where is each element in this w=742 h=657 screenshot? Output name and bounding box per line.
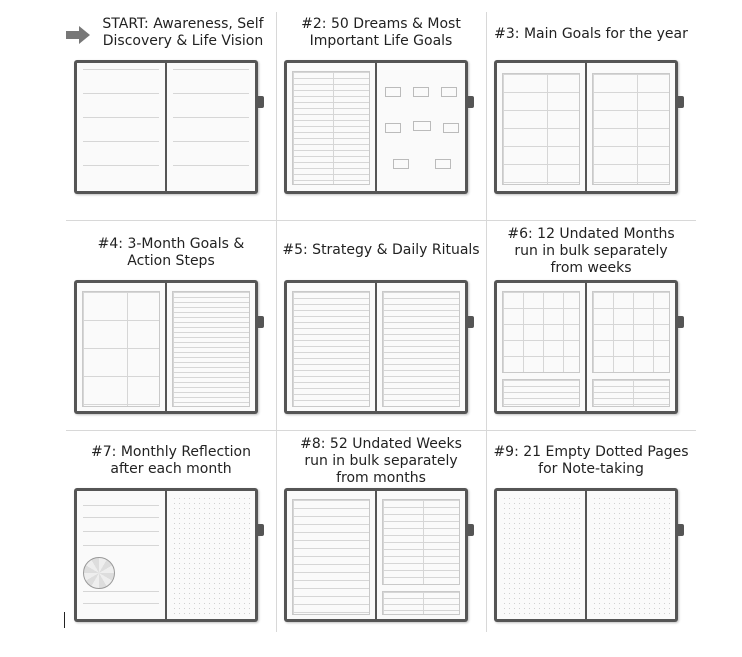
panel-title-line: after each month <box>110 461 232 477</box>
panel-title-line: from weeks <box>550 260 632 276</box>
panel-title-line: #7: Monthly Reflection <box>91 444 251 460</box>
panel-main-goals <box>486 12 696 222</box>
panel-title-line: START: Awareness, Self <box>102 16 264 32</box>
panel-title-line: #2: 50 Dreams & Most <box>301 16 461 32</box>
planner-spread-image <box>74 280 258 414</box>
right-page <box>587 63 675 191</box>
planner-spread-image <box>74 60 258 194</box>
planner-spread-image <box>494 60 678 194</box>
right-page <box>377 491 465 619</box>
planner-spread-image <box>284 60 468 194</box>
left-page <box>77 63 165 191</box>
right-page <box>167 283 255 411</box>
planner-spread-image <box>284 280 468 414</box>
panel-title <box>276 436 486 487</box>
panel-title <box>66 444 276 478</box>
panel-title <box>486 26 696 43</box>
panel-title-line: from months <box>336 470 426 486</box>
right-page <box>587 283 675 411</box>
text-cursor <box>64 612 65 628</box>
bookmark-tab <box>467 96 474 108</box>
planner-spread-image <box>74 488 258 622</box>
bookmark-tab <box>257 316 264 328</box>
panel-title-line: Discovery & Life Vision <box>102 33 264 49</box>
bookmark-tab <box>467 524 474 536</box>
panel-3-month-goals <box>66 222 276 432</box>
panel-undated-weeks <box>276 432 486 642</box>
bookmark-tab <box>677 316 684 328</box>
planner-spread-image <box>494 488 678 622</box>
panel-title <box>88 16 278 50</box>
panel-strategy-rituals <box>276 222 486 432</box>
panel-title <box>486 444 696 478</box>
panel-undated-months <box>486 222 696 432</box>
right-page <box>167 491 255 619</box>
left-page <box>287 63 375 191</box>
left-page <box>287 491 375 619</box>
panel-title <box>276 16 486 50</box>
panel-dreams <box>276 12 486 222</box>
left-page <box>287 283 375 411</box>
panel-title-line: run in bulk separately <box>514 243 668 259</box>
panel-title-line: for Note-taking <box>538 461 644 477</box>
right-page <box>377 283 465 411</box>
panel-title-line: #8: 52 Undated Weeks <box>300 436 462 452</box>
panel-title-line: Action Steps <box>127 253 215 269</box>
right-page <box>587 491 675 619</box>
bookmark-tab <box>257 96 264 108</box>
right-page <box>377 63 465 191</box>
left-page <box>77 283 165 411</box>
bookmark-tab <box>677 524 684 536</box>
panel-title-line: run in bulk separately <box>304 453 458 469</box>
panel-title <box>66 236 276 270</box>
panel-monthly-reflection <box>66 432 276 642</box>
panel-title-line: #4: 3-Month Goals & <box>97 236 245 252</box>
panel-dotted-pages <box>486 432 696 642</box>
bookmark-tab <box>257 524 264 536</box>
planner-feature-grid <box>66 12 696 632</box>
left-page <box>77 491 165 619</box>
planner-spread-image <box>284 488 468 622</box>
panel-title-line: #9: 21 Empty Dotted Pages <box>493 444 689 460</box>
bookmark-tab <box>467 316 474 328</box>
wheel-of-life-icon <box>83 557 115 589</box>
panel-title-line: #3: Main Goals for the year <box>494 26 688 42</box>
planner-spread-image <box>494 280 678 414</box>
panel-title <box>486 226 696 277</box>
right-page <box>167 63 255 191</box>
panel-title-line: Important Life Goals <box>309 33 453 49</box>
panel-title-line: #5: Strategy & Daily Rituals <box>282 242 480 258</box>
left-page <box>497 283 585 411</box>
left-page <box>497 63 585 191</box>
left-page <box>497 491 585 619</box>
panel-title <box>276 242 486 259</box>
panel-title-line: #6: 12 Undated Months <box>507 226 675 242</box>
panel-start <box>66 12 276 222</box>
bookmark-tab <box>677 96 684 108</box>
